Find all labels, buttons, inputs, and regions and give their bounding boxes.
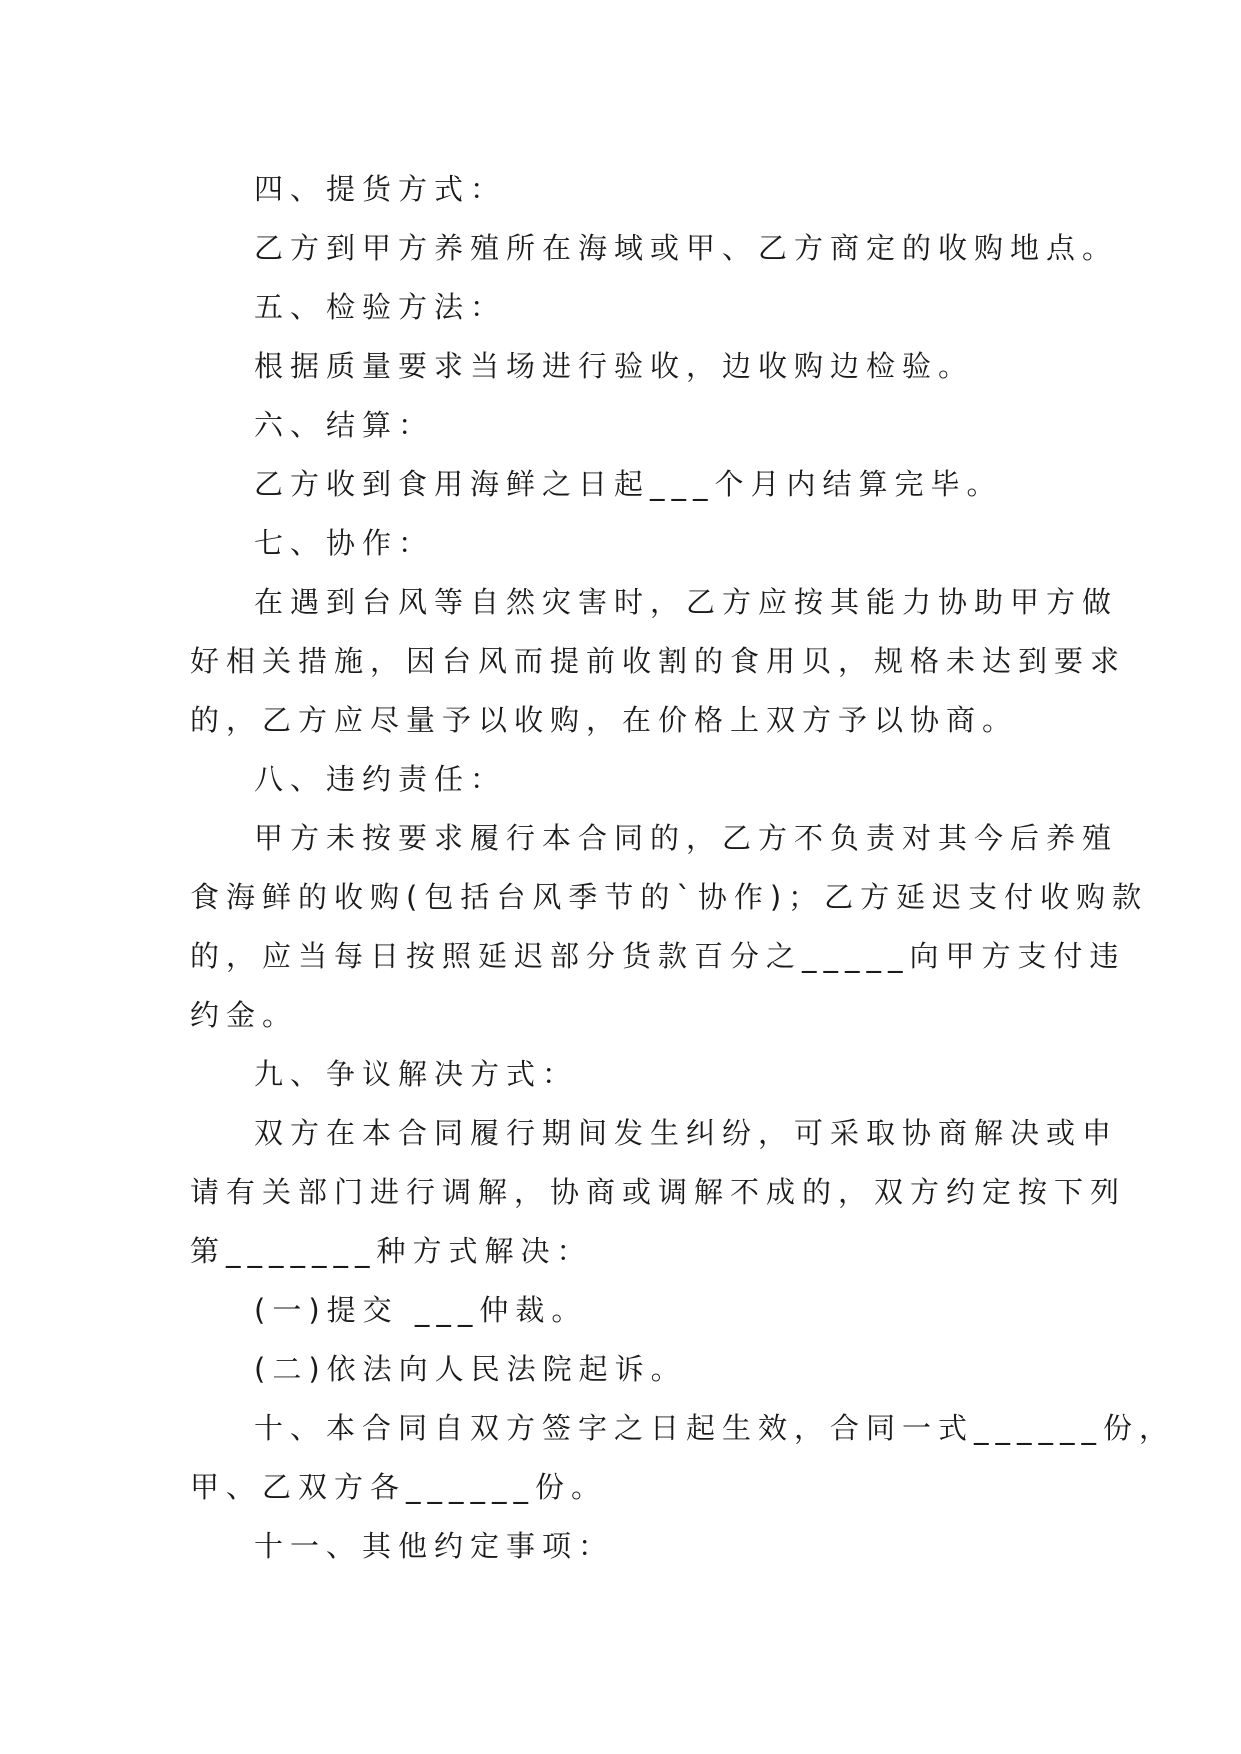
section-heading-11: 十一、其他约定事项： bbox=[254, 1529, 615, 1563]
list-item-arbitration: (一)提交 ___仲裁。 bbox=[254, 1293, 588, 1327]
paragraph-line: 的，乙方应尽量予以收购，在价格上双方予以协商。 bbox=[190, 703, 1019, 737]
paragraph-line: 乙方收到食用海鲜之日起___个月内结算完毕。 bbox=[254, 467, 1003, 501]
section-heading-5: 五、检验方法： bbox=[254, 290, 507, 324]
paragraph-line: 食海鲜的收购(包括台风季节的`协作)；乙方延迟支付收购款 bbox=[190, 880, 1149, 914]
paragraph-line: 甲方未按要求履行本合同的，乙方不负责对其今后养殖 bbox=[254, 821, 1119, 855]
paragraph-line: 的，应当每日按照延迟部分货款百分之_____向甲方支付违 bbox=[190, 939, 1126, 973]
paragraph-line: 双方在本合同履行期间发生纠纷，可采取协商解决或申 bbox=[254, 1116, 1119, 1150]
paragraph-line: 根据质量要求当场进行验收，边收购边检验。 bbox=[254, 349, 975, 383]
document-body bbox=[190, 160, 1176, 1576]
section-heading-10: 十、本合同自双方签字之日起生效，合同一式______份， bbox=[254, 1411, 1176, 1445]
paragraph-line: 第_______种方式解决： bbox=[190, 1234, 593, 1268]
paragraph-line: 好相关措施，因台风而提前收割的食用贝，规格未达到要求 bbox=[190, 644, 1127, 678]
paragraph-line: 甲、乙双方各______份。 bbox=[190, 1470, 608, 1504]
section-heading-8: 八、违约责任： bbox=[254, 762, 507, 796]
paragraph-line: 请有关部门进行调解，协商或调解不成的，双方约定按下列 bbox=[190, 1175, 1127, 1209]
paragraph-line: 约金。 bbox=[190, 998, 299, 1032]
section-heading-4: 四、提货方式： bbox=[254, 172, 507, 206]
paragraph-line: 乙方到甲方养殖所在海域或甲、乙方商定的收购地点。 bbox=[254, 231, 1119, 265]
section-heading-7: 七、协作： bbox=[254, 526, 435, 560]
section-heading-6: 六、结算： bbox=[254, 408, 435, 442]
section-heading-9: 九、争议解决方式： bbox=[254, 1057, 579, 1091]
list-item-lawsuit: (二)依法向人民法院起诉。 bbox=[254, 1352, 687, 1386]
paragraph-line: 在遇到台风等自然灾害时，乙方应按其能力协助甲方做 bbox=[254, 585, 1119, 619]
